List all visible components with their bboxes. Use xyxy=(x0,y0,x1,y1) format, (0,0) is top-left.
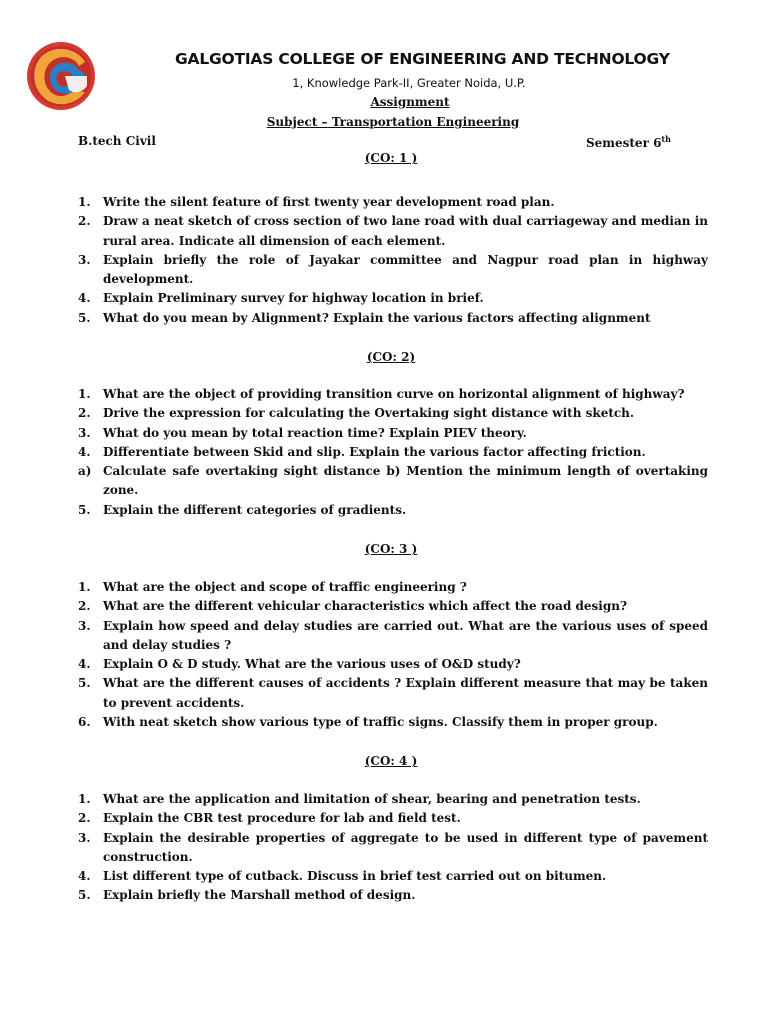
question-item xyxy=(78,674,708,713)
assignment-heading: Assignment xyxy=(370,95,450,109)
question-item xyxy=(78,501,708,520)
question-item xyxy=(78,462,708,501)
question-item xyxy=(78,193,708,212)
question-item xyxy=(78,713,708,732)
question-item xyxy=(78,578,708,597)
college-address: 1, Knowledge Park-II, Greater Noida, U.P. xyxy=(292,76,526,90)
question-item xyxy=(78,251,708,290)
question-text: Explain the desirable properties of aggregate to be used in different type of pavement construction. xyxy=(103,830,708,864)
question-item xyxy=(78,655,708,674)
question-number: 3. xyxy=(78,618,91,633)
question-text: Explain briefly the Marshall method of design. xyxy=(103,888,416,903)
question-text: What do you mean by Alignment? Explain the various factors affecting alignment xyxy=(103,310,651,325)
question-text: What are the object and scope of traffic engineering ? xyxy=(103,580,467,594)
section-title: (CO: 3 ) xyxy=(364,542,418,556)
question-text: Explain briefly the role of Jayakar committee and Nagpur road plan in highway development. xyxy=(103,252,708,287)
question-number: 4. xyxy=(78,291,91,306)
question-number: 1. xyxy=(78,580,91,594)
question-item xyxy=(78,309,708,328)
semester-label xyxy=(586,134,671,150)
section-title: (CO: 2) xyxy=(366,350,416,364)
question-text: Draw a neat sketch of cross section of two lane road with dual carriageway and median in rural area. Indicate all dimension of each element. xyxy=(103,214,708,248)
question-item xyxy=(78,424,708,443)
question-text: Explain the different categories of gradients. xyxy=(103,502,407,517)
question-item xyxy=(78,212,708,251)
question-number: 1. xyxy=(78,387,91,401)
question-number: 6. xyxy=(78,715,91,730)
question-item xyxy=(78,404,708,423)
question-text: What are the object of providing transition curve on horizontal alignment of highway? xyxy=(103,387,685,401)
question-item xyxy=(78,790,708,809)
question-number: 5. xyxy=(78,676,91,691)
question-number: 2. xyxy=(78,811,91,826)
question-number: 1. xyxy=(78,195,91,209)
section-title: (CO: 4 ) xyxy=(364,754,418,768)
question-text: What are the application and limitation of shear, bearing and penetration tests. xyxy=(103,792,641,806)
question-text: What are the different vehicular characteristics which affect the road design? xyxy=(103,599,627,614)
question-number: 3. xyxy=(78,252,91,267)
question-item xyxy=(78,385,708,404)
question-number: 5. xyxy=(78,502,91,517)
question-number: 2. xyxy=(78,214,91,229)
branch-label: B.tech Civil xyxy=(78,134,156,148)
question-text: What are the different causes of accidents ? Explain different measure that may be taken to prevent accidents. xyxy=(103,676,708,710)
question-number: 4. xyxy=(78,444,91,459)
college-name: GALGOTIAS COLLEGE OF ENGINEERING AND TECHNOLOGY xyxy=(175,50,670,68)
question-text: Write the silent feature of first twenty year development road plan. xyxy=(103,195,555,209)
question-item xyxy=(78,617,708,656)
question-item xyxy=(78,829,708,868)
question-item xyxy=(78,809,708,828)
question-list xyxy=(78,578,708,732)
question-text: Drive the expression for calculating the Overtaking sight distance with sketch. xyxy=(103,406,635,421)
question-item xyxy=(78,597,708,616)
question-text: Explain Preliminary survey for highway location in brief. xyxy=(103,291,484,306)
question-item xyxy=(78,443,708,462)
question-number: a) xyxy=(78,464,92,479)
question-list xyxy=(78,385,708,520)
question-text: Explain the CBR test procedure for lab and field test. xyxy=(103,811,461,826)
question-number: 4. xyxy=(78,869,91,884)
question-item xyxy=(78,289,708,308)
question-number: 3. xyxy=(78,425,91,440)
question-number: 2. xyxy=(78,599,91,614)
question-number: 1. xyxy=(78,792,91,806)
question-number: 2. xyxy=(78,406,91,421)
section-title: (CO: 1 ) xyxy=(364,151,418,165)
question-text: What do you mean by total reaction time? Explain PIEV theory. xyxy=(103,425,527,440)
question-list xyxy=(78,790,708,906)
subject-heading: Subject – Transportation Engineering xyxy=(266,115,520,129)
question-number: 5. xyxy=(78,888,91,903)
question-item xyxy=(78,867,708,886)
question-text: List different type of cutback. Discuss in brief test carried out on bitumen. xyxy=(103,869,607,884)
question-number: 5. xyxy=(78,310,91,325)
question-text: Differentiate between Skid and slip. Explain the various factor affecting friction. xyxy=(103,444,646,459)
question-item xyxy=(78,886,708,905)
question-text: Explain O & D study. What are the various uses of O&D study? xyxy=(103,657,521,672)
question-number: 3. xyxy=(78,830,91,845)
question-text: Calculate safe overtaking sight distance b) Mention the minimum length of overtaking zone. xyxy=(103,464,708,498)
semester-text: Semester 6 xyxy=(586,136,662,150)
semester-superscript: th xyxy=(661,134,671,144)
question-number: 4. xyxy=(78,657,91,672)
question-text: Explain how speed and delay studies are carried out. What are the various uses of speed and delay studies ? xyxy=(103,618,708,652)
question-list xyxy=(78,193,708,328)
question-text: With neat sketch show various type of traffic signs. Classify them in proper group. xyxy=(103,715,658,730)
